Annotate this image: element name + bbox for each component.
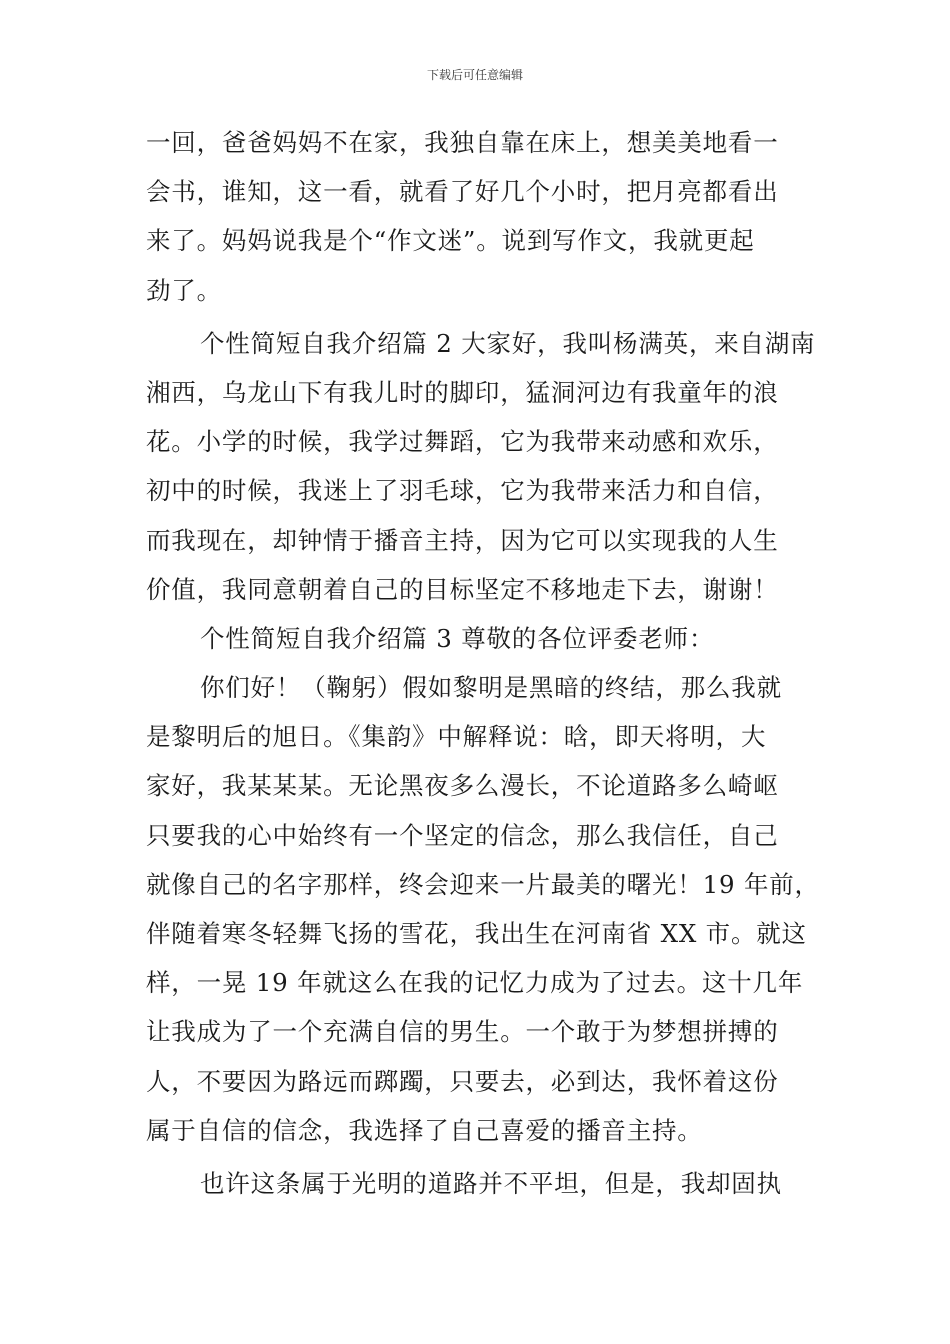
text-line: 属于自信的信念，我选择了自己喜爱的播音主持。	[146, 1115, 703, 1145]
text-line: 湘西，乌龙山下有我儿时的脚印，猛洞河边有我童年的浪	[146, 377, 779, 407]
paragraph-3	[146, 614, 826, 663]
text-line: 来了。妈妈说我是个“作文迷”。说到写作文，我就更起	[146, 226, 755, 256]
document-body	[146, 118, 826, 1208]
paragraph-5	[146, 1159, 826, 1208]
text-line: 伴随着寒冬轻舞飞扬的雪花，我出生在河南省 XX 市。就这	[146, 919, 807, 948]
text-line: 让我成为了一个充满自信的男生。一个敢于为梦想拼搏的	[146, 1017, 779, 1047]
text-line: 价值，我同意朝着自己的目标坚定不移地走下去，谢谢！	[146, 574, 779, 604]
text-line: 样，一晃 19 年就这么在我的记忆力成为了过去。这十几年	[146, 968, 804, 998]
text-line: 你们好！（鞠躬）假如黎明是黑暗的终结，那么我就	[200, 673, 782, 703]
text-line: 也许这条属于光明的道路并不平坦，但是，我却固执	[200, 1168, 782, 1198]
paragraph-1	[146, 118, 826, 315]
text-line: 花。小学的时候，我学过舞蹈，它为我带来动感和欢乐，	[146, 427, 779, 457]
text-line: 家好，我某某某。无论黑夜多么漫长，不论道路多么崎岖	[146, 771, 779, 801]
paragraph-2	[146, 319, 826, 614]
text-line: 一回，爸爸妈妈不在家，我独自靠在床上，想美美地看一	[146, 128, 779, 157]
text-line: 人，不要因为路远而踯躅，只要去，必到达，我怀着这份	[146, 1066, 779, 1096]
text-line: 就像自己的名字那样，终会迎来一片最美的曙光！19 年前，	[146, 869, 820, 899]
text-line: 会书，谁知，这一看，就看了好几个小时，把月亮都看出	[146, 177, 779, 207]
text-line: 劲了。	[146, 275, 222, 305]
text-line: 是黎明后的旭日。《集韵》中解释说：晗，即天将明，大	[146, 722, 767, 752]
text-line: 个性简短自我介绍篇 2 大家好，我叫杨满英，来自湖南	[200, 328, 816, 358]
text-line: 而我现在，却钟情于播音主持，因为它可以实现我的人生	[146, 525, 779, 555]
text-line: 初中的时候，我迷上了羽毛球，它为我带来活力和自信，	[146, 476, 779, 506]
text-line: 只要我的心中始终有一个坚定的信念，那么我信任，自己	[146, 820, 779, 850]
paragraph-4	[146, 663, 826, 1155]
page-header: 下载后可任意编辑	[426, 68, 523, 82]
text-line: 个性简短自我介绍篇 3 尊敬的各位评委老师：	[200, 623, 715, 653]
